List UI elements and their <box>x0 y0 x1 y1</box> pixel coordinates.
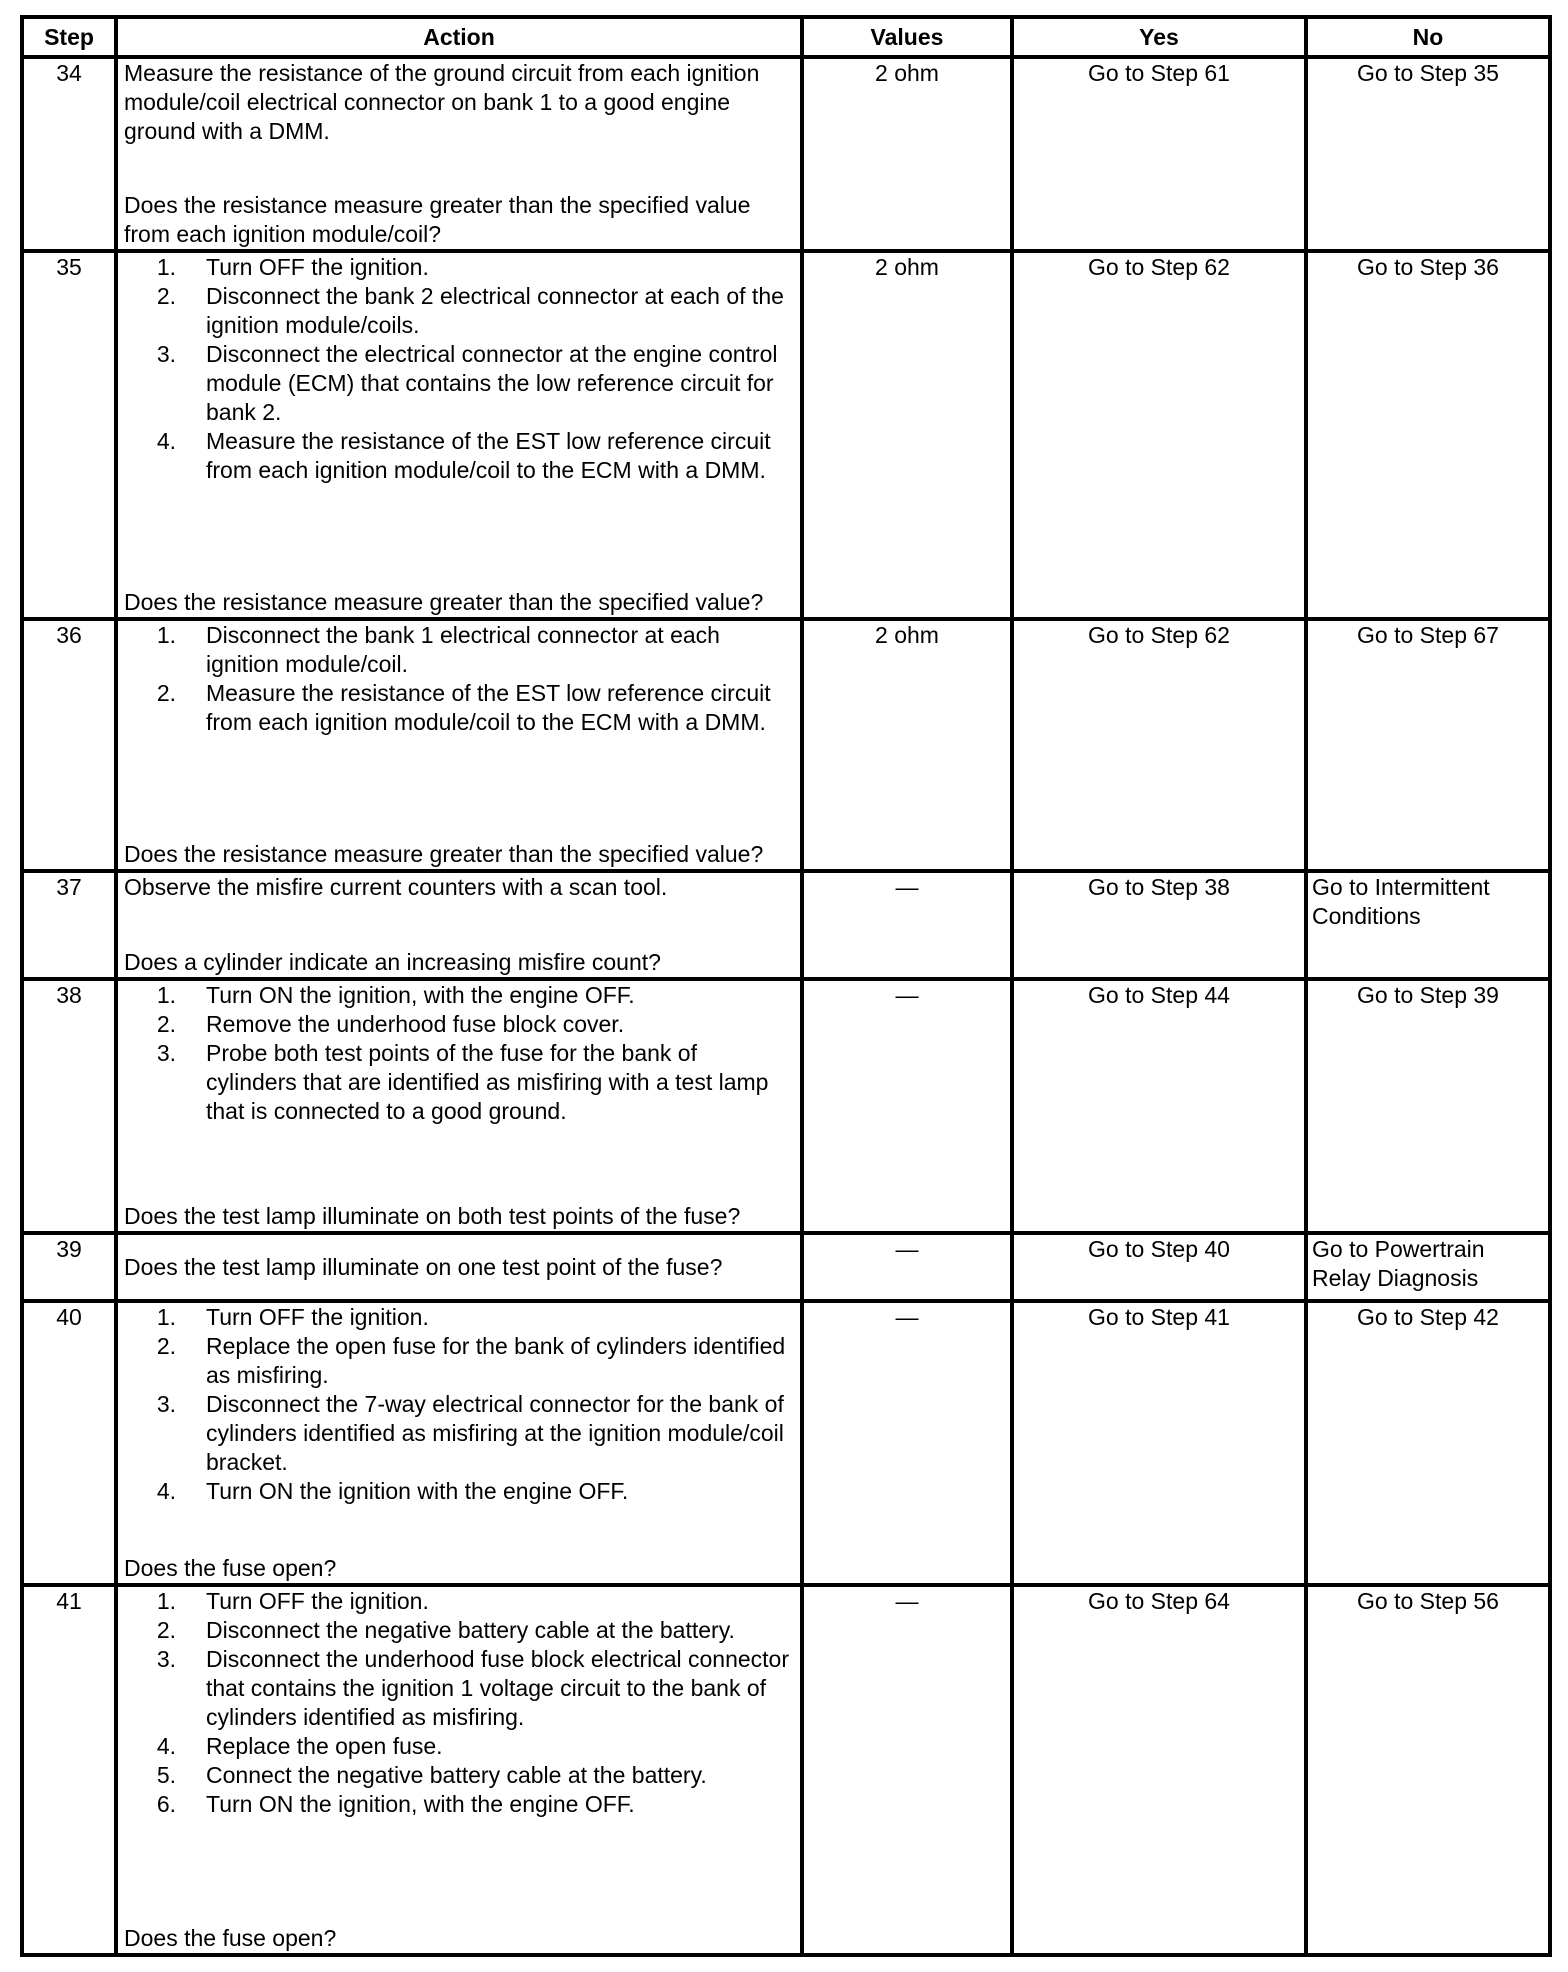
header-step: Step <box>22 17 116 57</box>
action-step: 1. Turn ON the ignition, with the engine OFF. <box>156 982 635 1008</box>
no-cell: Go to Step 36 <box>1306 251 1550 619</box>
table-row-step-41 <box>22 1585 1550 1955</box>
yes-cell: Go to Step 64 <box>1012 1585 1306 1955</box>
value-cell: — <box>802 871 1012 979</box>
action-step: 3. Disconnect the electrical connector at the engine control module (ECM) that contains the low reference circuit for bank 2. <box>156 341 778 425</box>
diagnostic-table <box>20 15 1552 1957</box>
action-step: 1. Disconnect the bank 1 electrical connector at each ignition module/coil. <box>156 622 720 677</box>
header-row <box>22 17 1550 57</box>
no-cell: Go to Step 67 <box>1306 619 1550 871</box>
action-step: 2. Remove the underhood fuse block cover. <box>156 1011 625 1037</box>
value-cell: — <box>802 1233 1012 1301</box>
action-intro: Observe the misfire current counters with a scan tool. <box>124 874 668 900</box>
action-step: 6. Turn ON the ignition, with the engine OFF. <box>156 1791 635 1817</box>
no-cell: Go to Powertrain Relay Diagnosis <box>1306 1233 1550 1301</box>
yes-cell: Go to Step 62 <box>1012 619 1306 871</box>
action-question: Does the resistance measure greater than the specified value? <box>124 589 764 615</box>
action-step: 3. Probe both test points of the fuse for the bank of cylinders that are identified as misfiring with a test lamp that is connected to a good ground. <box>156 1040 769 1124</box>
yes-cell: Go to Step 40 <box>1012 1233 1306 1301</box>
table-row-step-36 <box>22 619 1550 871</box>
action-step: 5. Connect the negative battery cable at the battery. <box>156 1762 707 1788</box>
yes-cell: Go to Step 38 <box>1012 871 1306 979</box>
action-intro: Measure the resistance of the ground circuit from each ignition module/coil electrical connector on bank 1 to a good engine ground with a DMM. <box>124 60 760 144</box>
value-cell: 2 ohm <box>802 57 1012 251</box>
action-steps <box>124 1587 794 1819</box>
action-question: Does the resistance measure greater than the specified value? <box>124 841 764 867</box>
step-number: 39 <box>22 1233 116 1301</box>
action-cell <box>116 619 802 871</box>
action-question: Does the fuse open? <box>124 1925 337 1951</box>
table-row-step-34 <box>22 57 1550 251</box>
action-cell <box>116 871 802 979</box>
action-cell <box>116 251 802 619</box>
action-step: 4. Turn ON the ignition with the engine OFF. <box>156 1478 629 1504</box>
action-cell <box>116 57 802 251</box>
no-cell: Go to Step 56 <box>1306 1585 1550 1955</box>
yes-cell: Go to Step 44 <box>1012 979 1306 1233</box>
step-number: 36 <box>22 619 116 871</box>
action-steps <box>124 621 794 737</box>
action-step: 2. Measure the resistance of the EST low reference circuit from each ignition module/coil to the ECM with a DMM. <box>156 680 771 735</box>
no-cell: Go to Step 42 <box>1306 1301 1550 1585</box>
action-cell <box>116 1301 802 1585</box>
table-row-step-39 <box>22 1233 1550 1301</box>
action-step: 4. Replace the open fuse. <box>156 1733 443 1759</box>
yes-cell: Go to Step 62 <box>1012 251 1306 619</box>
action-question: Does the test lamp illuminate on both test points of the fuse? <box>124 1203 741 1229</box>
value-cell: — <box>802 1301 1012 1585</box>
action-step: 2. Replace the open fuse for the bank of cylinders identified as misfiring. <box>156 1333 786 1388</box>
header-action: Action <box>116 17 802 57</box>
yes-cell: Go to Step 61 <box>1012 57 1306 251</box>
step-number: 40 <box>22 1301 116 1585</box>
header-values: Values <box>802 17 1012 57</box>
table-row-step-38 <box>22 979 1550 1233</box>
action-step: 4. Measure the resistance of the EST low reference circuit from each ignition module/coil to the ECM with a DMM. <box>156 428 771 483</box>
table-row-step-35 <box>22 251 1550 619</box>
action-step: 3. Disconnect the 7-way electrical connector for the bank of cylinders identified as misfiring at the ignition module/coil bracket. <box>156 1391 784 1475</box>
no-cell: Go to Step 39 <box>1306 979 1550 1233</box>
value-cell: — <box>802 979 1012 1233</box>
action-question: Does a cylinder indicate an increasing misfire count? <box>124 949 661 975</box>
action-question: Does the resistance measure greater than the specified value from each ignition module/coil? <box>124 192 751 247</box>
action-steps <box>124 253 794 485</box>
header-yes: Yes <box>1012 17 1306 57</box>
action-step: 1. Turn OFF the ignition. <box>156 1304 429 1330</box>
action-step: 2. Disconnect the negative battery cable at the battery. <box>156 1617 735 1643</box>
step-number: 41 <box>22 1585 116 1955</box>
value-cell: 2 ohm <box>802 251 1012 619</box>
action-steps <box>124 981 794 1126</box>
table-row-step-37 <box>22 871 1550 979</box>
step-number: 38 <box>22 979 116 1233</box>
action-step: 2. Disconnect the bank 2 electrical connector at each of the ignition module/coils. <box>156 283 784 338</box>
action-step: 1. Turn OFF the ignition. <box>156 1588 429 1614</box>
action-cell <box>116 1585 802 1955</box>
action-question: Does the fuse open? <box>124 1555 337 1581</box>
no-cell: Go to Intermittent Conditions <box>1306 871 1550 979</box>
no-cell: Go to Step 35 <box>1306 57 1550 251</box>
action-steps <box>124 1303 794 1506</box>
action-cell <box>116 979 802 1233</box>
step-number: 35 <box>22 251 116 619</box>
yes-cell: Go to Step 41 <box>1012 1301 1306 1585</box>
action-step: 3. Disconnect the underhood fuse block electrical connector that contains the ignition 1 voltage circuit to the bank of cylinders identified as misfiring. <box>156 1646 790 1730</box>
value-cell: 2 ohm <box>802 619 1012 871</box>
header-no: No <box>1306 17 1550 57</box>
value-cell: — <box>802 1585 1012 1955</box>
step-number: 34 <box>22 57 116 251</box>
action-cell <box>116 1233 802 1301</box>
action-question: Does the test lamp illuminate on one test point of the fuse? <box>124 1253 723 1280</box>
table-row-step-40 <box>22 1301 1550 1585</box>
action-step: 1. Turn OFF the ignition. <box>156 254 429 280</box>
step-number: 37 <box>22 871 116 979</box>
